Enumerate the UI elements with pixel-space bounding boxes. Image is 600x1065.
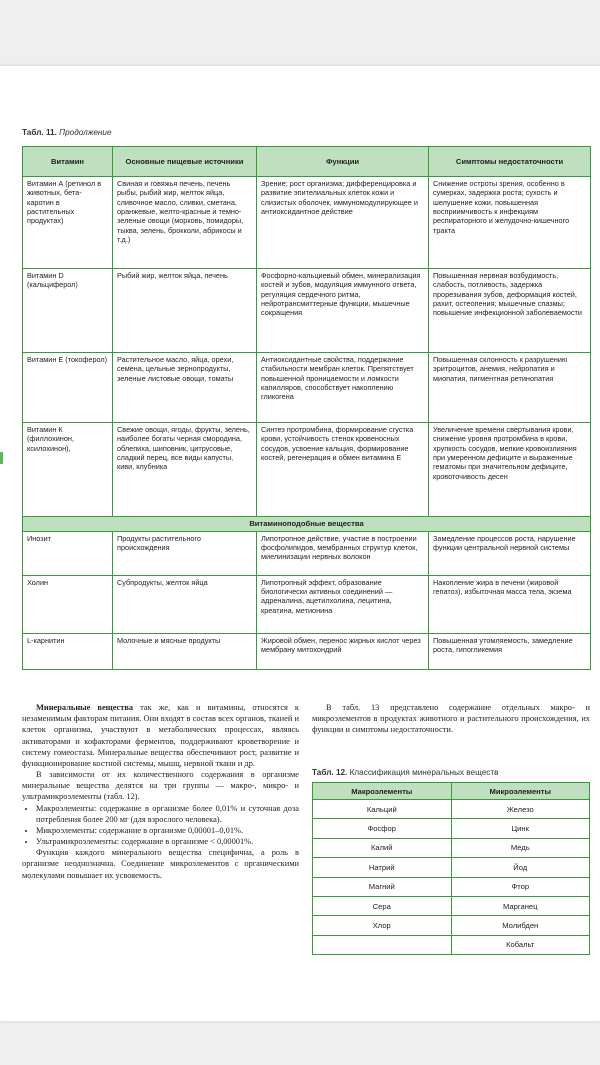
table-cell: Субпродукты, желток яйца (113, 575, 257, 633)
table-row (313, 896, 590, 915)
table-cell: Медь (451, 838, 590, 857)
table-header-row (23, 147, 591, 177)
table-cell: Калий (313, 838, 452, 857)
section-row (23, 517, 591, 532)
table-cell: Инозит (23, 531, 113, 575)
table-row (313, 838, 590, 857)
table-row (23, 269, 591, 353)
table-row (23, 423, 591, 517)
table-cell: Продукты растительного происхождения (113, 531, 257, 575)
table-row (313, 800, 590, 819)
table-row (313, 819, 590, 838)
table-cell: Свежие овощи, ягоды, фрукты, зелень, наиболее богаты черная смородина, облепиха, шиповник, цитрусовые, сладкий перец, все виды капусты, киви, клубника (113, 423, 257, 517)
paragraph: Минеральные вещества так же, как и витамины, относятся к незаменимым факторам питания. Они входят в состав всех органов, тканей и клеток организма, участвуют в метаболических процессах, являясь активаторами и кофакторами ферментов, поддерживают кроветворение и систему гомеостаза. Минеральные вещества обеспечивают рост, развитие и функционирование костной системы, мышц, нервной ткани и др. (22, 703, 300, 768)
table-cell: Витамин Е (токоферол) (23, 353, 113, 423)
header-symptoms: Симптомы недостаточности (429, 147, 591, 177)
table-cell: Фосфорно-кальциевый обмен, минерализация костей и зубов, модуляция иммунного ответа, регуляция сердечного ритма, нейротрансмиттерные функции, мышечные сокращения (257, 269, 429, 353)
table-cell: Йод (451, 858, 590, 877)
bullet-list (22, 803, 299, 848)
table-cell: Натрий (313, 858, 452, 877)
right-text-column (312, 702, 590, 736)
minerals-table (312, 782, 590, 955)
table-cell: Рыбий жир, желток яйца, печень (113, 269, 257, 353)
table-cell: Сера (313, 896, 452, 915)
table-cell: Цинк (451, 819, 590, 838)
table-cell: Холин (23, 575, 113, 633)
table-row (313, 916, 590, 935)
table-cell: Снижение остроты зрения, особенно в сумерках, задержка роста; сухость и шелушение кожи, повышенная восприимчивость к инфекциям респираторного и желудочно-кишечного тракта (429, 177, 591, 269)
section-title: Витаминоподобные вещества (23, 517, 591, 532)
vitamins-table (22, 146, 591, 670)
header-functions: Функции (257, 147, 429, 177)
table-row (313, 877, 590, 896)
paragraph: Функция каждого минерального вещества специфична, а роль в организме неоднозначна. Соединение микроэлементов с органическими молекулами повышает их усвояемость. (22, 848, 299, 880)
header-micro: Микроэлементы (451, 783, 590, 800)
table-row (23, 633, 591, 669)
table-cell: Повышенная утомляемость, замедление роста, гипогликемия (429, 633, 591, 669)
table-cell: Фтор (451, 877, 590, 896)
table12-caption: Табл. 12. Классификация минеральных веществ (312, 768, 499, 777)
table-cell: Витамин К (филлохинон, ксилохинон), (23, 423, 113, 517)
table-cell: Фосфор (313, 819, 452, 838)
table-cell: Молочные и мясные продукты (113, 633, 257, 669)
table-cell: Синтез протромбина, формирование сгустка крови, устойчивость стенок кровеносных сосудов, усвоение кальция, формирование костей, регенерация и обмен витамина Е (257, 423, 429, 517)
table-cell: Растительное масло, яйца, орехи, семена, цельные зернопродукты, зеленые листовые овощи, томаты (113, 353, 257, 423)
table-cell: Липотропный эффект, образование биологически активных соединений — адреналина, ацетилхолина, лецитина, креатина, метионина (257, 575, 429, 633)
table-cell: Железо (451, 800, 590, 819)
table-header-row (313, 783, 590, 800)
left-text-column (22, 702, 299, 881)
book-page (0, 66, 600, 1021)
header-vitamin: Витамин (23, 147, 113, 177)
table11-caption: Табл. 11. Продолжение (22, 128, 112, 137)
table-cell (313, 935, 452, 954)
list-item: • Макроэлементы: содержание в организме более 0,01% и суточная доза потребления более 200 мг (для взрослого человека). (36, 803, 299, 825)
table-cell: Жировой обмен, перенос жирных кислот через мембрану митохондрий (257, 633, 429, 669)
table-cell: Антиоксидантные свойства, поддержание стабильности мембран клеток. Препятствует повышенной проницаемости и ломкости капилляров, способствует накоплению гликогена (257, 353, 429, 423)
table-cell: Увеличение времени свертывания крови, снижение уровня протромбина в крови, хрупкость сосудов, мелкие кровоизлияния при умеренном дефиците и выраженные гематомы при значительном дефиците, кровоточивость десен (429, 423, 591, 517)
table-cell: Липотропное действие, участие в построении фосфолипидов, мембранных структур клеток, миелинизации нервных волокон (257, 531, 429, 575)
table-cell: Витамин А (ретинол в животных, бета-каротин в растительных продуктах) (23, 177, 113, 269)
table-cell: L-карнитин (23, 633, 113, 669)
table-cell: Магний (313, 877, 452, 896)
table-cell: Витамин D (кальциферол) (23, 269, 113, 353)
list-item: • Ультрамикроэлементы: содержание в организме < 0,00001%. (36, 836, 299, 847)
table-cell: Повышенная нервная возбудимость, слабость, потливость, задержка прорезывания зубов, деформация костей, рахит, остеопения; мышечные спазмы; повышение инфекционной заболеваемости (429, 269, 591, 353)
header-macro: Макроэлементы (313, 783, 452, 800)
table-cell: Свиная и говяжья печень, печень рыбы, рыбий жир, желток яйца, сливочное масло, сливки, сметана, оранжевые, желто-красные и темно-зеленые овощи (морковь, помидоры, тыква, зелень, брокколи, абрикосы и т.д.) (113, 177, 257, 269)
table-cell: Накопление жира в печени (жировой гепатоз), избыточная масса тела, экзема (429, 575, 591, 633)
table-row (313, 858, 590, 877)
table-cell: Молибден (451, 916, 590, 935)
table-row (313, 935, 590, 954)
table-row (23, 177, 591, 269)
table-cell: Марганец (451, 896, 590, 915)
table-row (23, 531, 591, 575)
table-cell: Кобальт (451, 935, 590, 954)
table-cell: Зрение; рост организма; дифференцировка и развитие эпителиальных клеток кожи и слизистых оболочек, иммуномодулирующее и антиоксидантное действие (257, 177, 429, 269)
table-cell: Кальций (313, 800, 452, 819)
header-sources: Основные пищевые источники (113, 147, 257, 177)
list-item: • Микроэлементы: содержание в организме 0,00001–0,01%. (36, 825, 299, 836)
paragraph: В зависимости от их количественного содержания в организме минеральные вещества делятся на три группы — макро-, микро- и ультрамикроэлементы (табл. 12). (22, 770, 299, 802)
table-cell: Повышенная склонность к разрушению эритроцитов, анемия, нейропатия и миопатия, пигментная ретинопатия (429, 353, 591, 423)
paragraph: В табл. 13 представлено содержание отдельных макро- и микроэлементов в продуктах животного и растительного происхождения, их функции и симптомы недостаточности. (312, 703, 590, 735)
table-cell: Хлор (313, 916, 452, 935)
table-row (23, 353, 591, 423)
page-edge-marker (0, 452, 3, 464)
table-row (23, 575, 591, 633)
table-cell: Замедление процессов роста, нарушение функции центральной нервной системы (429, 531, 591, 575)
